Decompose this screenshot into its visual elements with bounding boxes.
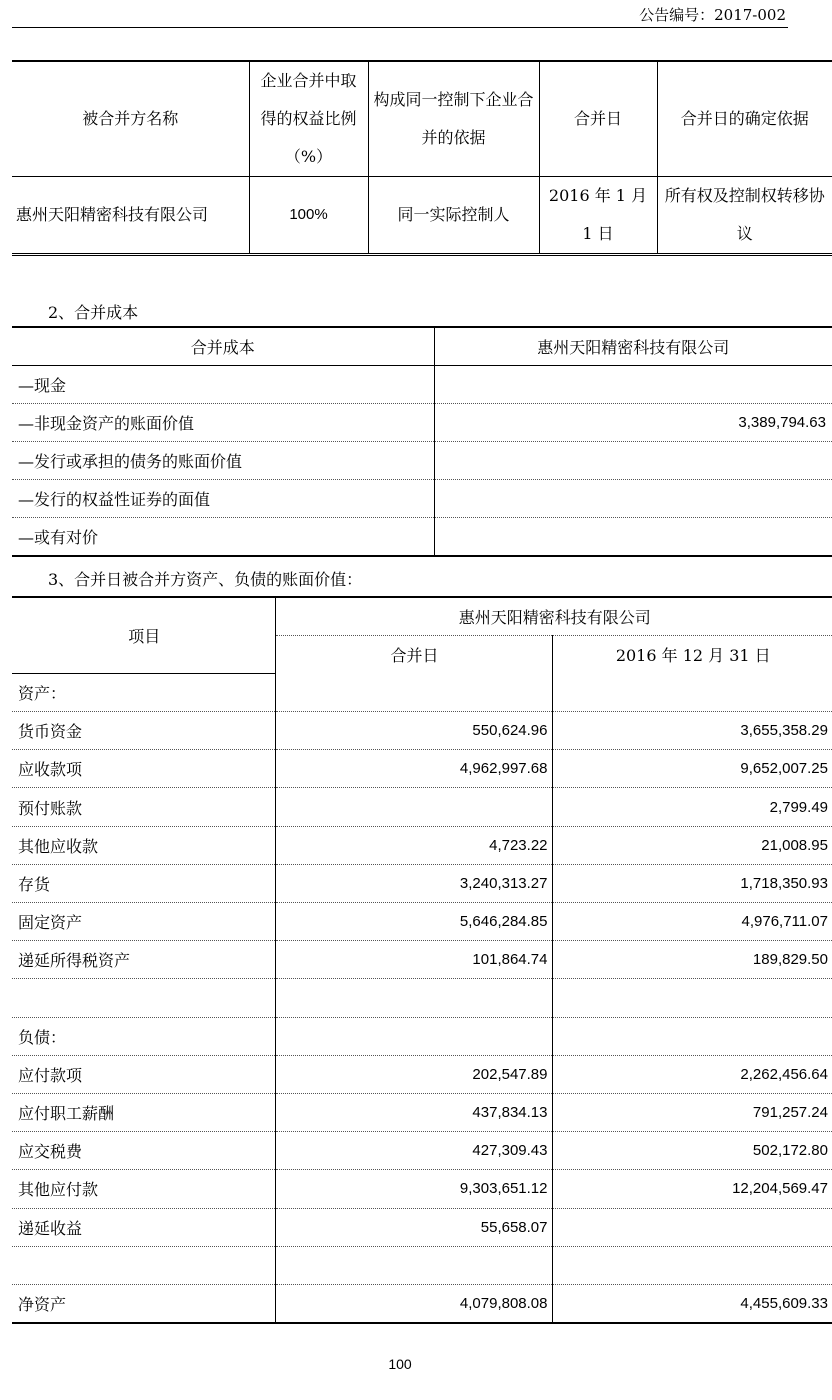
row-label: 应交税费 xyxy=(12,1132,275,1170)
year-end-value: 21,008.95 xyxy=(552,826,832,864)
merger-date-value xyxy=(275,788,552,826)
table-row xyxy=(12,826,832,864)
announcement-code: 公告编号：2017-002 xyxy=(639,6,786,24)
table-row xyxy=(12,366,832,404)
year-end-value xyxy=(552,1246,832,1284)
row-label: 预付账款 xyxy=(12,788,275,826)
table-row xyxy=(12,518,832,557)
row-value xyxy=(434,366,832,404)
year-end-value: 2,799.49 xyxy=(552,788,832,826)
merger-date-value xyxy=(275,673,552,711)
control-basis: 同一实际控制人 xyxy=(368,177,539,255)
section-title-merger-cost: 2、合并成本 xyxy=(48,303,139,322)
page-number: 100 xyxy=(388,1356,412,1372)
row-value xyxy=(434,518,832,557)
row-label: 资产： xyxy=(12,673,275,711)
merger-date-value: 550,624.96 xyxy=(275,712,552,750)
table-row xyxy=(12,1093,832,1131)
row-label xyxy=(12,1246,275,1284)
header-cell: 被合并方名称 xyxy=(12,61,249,177)
row-label: —现金 xyxy=(12,366,434,404)
year-end-value xyxy=(552,979,832,1017)
row-label: 货币资金 xyxy=(12,712,275,750)
table-row xyxy=(12,673,832,711)
merger-date-value: 4,723.22 xyxy=(275,826,552,864)
year-end-value xyxy=(552,673,832,711)
merger-date-value: 101,864.74 xyxy=(275,941,552,979)
table-row xyxy=(12,712,832,750)
acquiree-name: 惠州天阳精密科技有限公司 xyxy=(12,177,249,255)
merger-date-value: 9,303,651.12 xyxy=(275,1170,552,1208)
row-label: —发行或承担的债务的账面价值 xyxy=(12,442,434,480)
table-row xyxy=(12,404,832,442)
header-item: 项目 xyxy=(12,597,275,673)
date-basis: 所有权及控制权转移协议 xyxy=(664,186,825,243)
merger-date-value: 437,834.13 xyxy=(275,1093,552,1131)
merger-date-value: 427,309.43 xyxy=(275,1132,552,1170)
year-end-value xyxy=(552,1208,832,1246)
header-year-end: 2016 年 12 月 31 日 xyxy=(615,646,771,666)
year-end-value: 9,652,007.25 xyxy=(552,750,832,788)
merger-date-value: 3,240,313.27 xyxy=(275,864,552,902)
year-end-value: 4,976,711.07 xyxy=(552,903,832,941)
year-end-value: 189,829.50 xyxy=(552,941,832,979)
table-row xyxy=(12,1208,832,1246)
row-value xyxy=(434,480,832,518)
header-divider xyxy=(12,27,788,28)
row-label: —发行的权益性证券的面值 xyxy=(12,480,434,518)
table-row xyxy=(12,1055,832,1093)
year-end-value xyxy=(552,1017,832,1055)
merger-date-value xyxy=(275,1246,552,1284)
table-row xyxy=(12,480,832,518)
table-header-row xyxy=(12,61,832,177)
row-label: 其他应付款 xyxy=(12,1170,275,1208)
merger-date-value: 4,962,997.68 xyxy=(275,750,552,788)
table-row xyxy=(12,750,832,788)
header-cell: 企业合并中取得的权益比例（%） xyxy=(249,61,368,177)
merger-date-value: 55,658.07 xyxy=(275,1208,552,1246)
book-value-table xyxy=(12,596,832,1324)
table-header-row xyxy=(12,597,832,636)
table-row xyxy=(12,1132,832,1170)
row-label: —或有对价 xyxy=(12,518,434,557)
table-row xyxy=(12,1284,832,1323)
year-end-value: 12,204,569.47 xyxy=(552,1170,832,1208)
row-label: 负债： xyxy=(12,1017,275,1055)
row-label: —非现金资产的账面价值 xyxy=(12,404,434,442)
row-label: 固定资产 xyxy=(12,903,275,941)
book-value-rows xyxy=(12,673,832,1323)
row-label: 其他应收款 xyxy=(12,826,275,864)
table-row xyxy=(12,864,832,902)
merger-date-value xyxy=(275,979,552,1017)
table-row xyxy=(12,442,832,480)
header-cell: 合并日的确定依据 xyxy=(657,61,832,177)
year-end-value: 1,718,350.93 xyxy=(552,864,832,902)
table-row xyxy=(12,903,832,941)
table-row xyxy=(12,979,832,1017)
row-value: 3,389,794.63 xyxy=(434,404,832,442)
row-label: 应付款项 xyxy=(12,1055,275,1093)
merger-cost-table xyxy=(12,326,832,557)
header-merger-date: 合并日 xyxy=(275,636,552,674)
row-label: 应收款项 xyxy=(12,750,275,788)
header-cell: 构成同一控制下企业合并的依据 xyxy=(368,61,539,177)
merger-date-value: 4,079,808.08 xyxy=(275,1284,552,1323)
table-header-row xyxy=(12,327,832,366)
year-end-value: 2,262,456.64 xyxy=(552,1055,832,1093)
equity-ratio: 100% xyxy=(249,177,368,255)
row-label: 递延所得税资产 xyxy=(12,941,275,979)
table-row xyxy=(12,1170,832,1208)
merger-date-value xyxy=(275,1017,552,1055)
merger-date-value: 202,547.89 xyxy=(275,1055,552,1093)
section-title-book-values: 3、合并日被合并方资产、负债的账面价值： xyxy=(48,570,363,589)
year-end-value: 4,455,609.33 xyxy=(740,1294,828,1312)
merger-info-table xyxy=(12,60,832,256)
row-label: 存货 xyxy=(12,864,275,902)
header-company: 惠州天阳精密科技有限公司 xyxy=(275,597,832,636)
table-row xyxy=(12,788,832,826)
merger-date-value: 5,646,284.85 xyxy=(275,903,552,941)
year-end-value: 3,655,358.29 xyxy=(552,712,832,750)
table-row xyxy=(12,941,832,979)
table-row xyxy=(12,1017,832,1055)
merger-date: 2016 年 1 月 1 日 xyxy=(539,177,657,255)
row-label: 净资产 xyxy=(12,1284,275,1323)
header-cell: 合并成本 xyxy=(12,327,434,366)
row-label: 递延收益 xyxy=(12,1208,275,1246)
row-label: 应付职工薪酬 xyxy=(12,1093,275,1131)
year-end-value: 502,172.80 xyxy=(552,1132,832,1170)
table-row xyxy=(12,1246,832,1284)
year-end-value: 791,257.24 xyxy=(552,1093,832,1131)
header-cell: 合并日 xyxy=(539,61,657,177)
row-value xyxy=(434,442,832,480)
row-label xyxy=(12,979,275,1017)
header-cell: 惠州天阳精密科技有限公司 xyxy=(434,327,832,366)
table-row xyxy=(12,177,832,255)
